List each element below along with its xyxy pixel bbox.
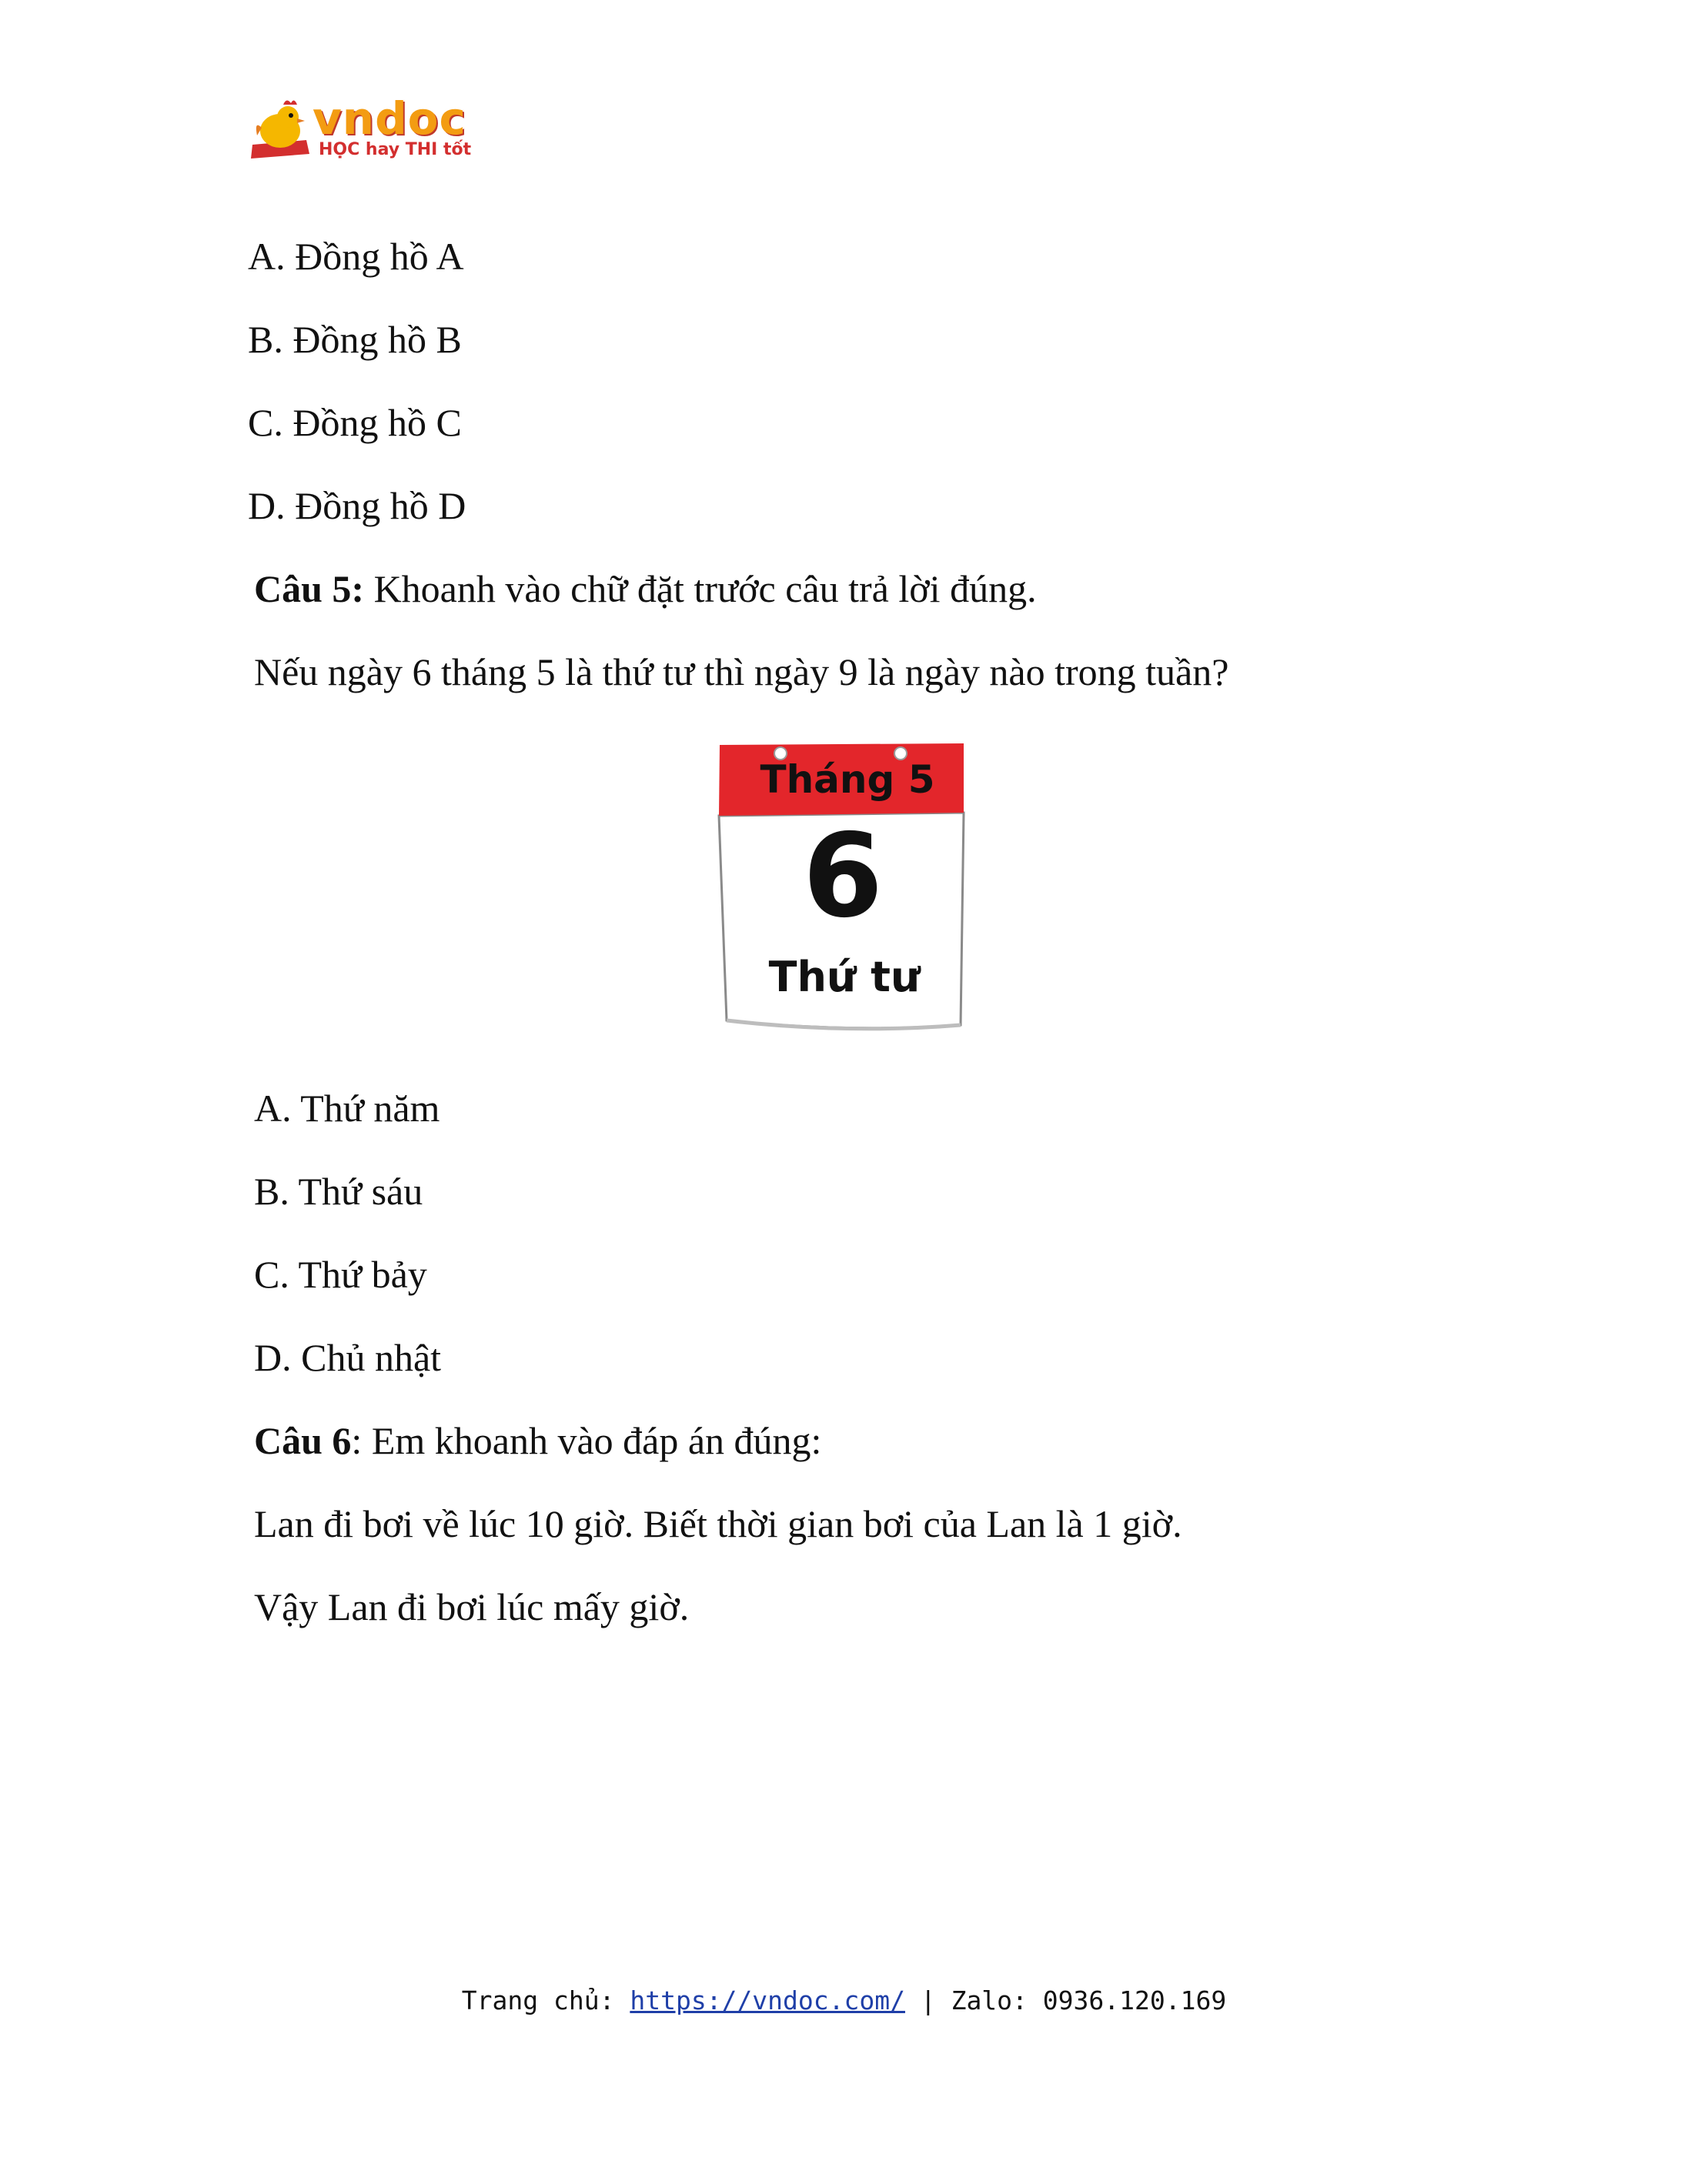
q6-heading [254,1418,821,1464]
footer-prefix: Trang chủ: [461,1985,630,2015]
logo-tagline: HỌC hay THI tốt [319,140,472,159]
chicken-mascot-icon [248,97,311,162]
q5-label: Câu 5: [254,567,365,610]
page-footer [0,1985,1688,2015]
q5-heading [254,566,1037,612]
q4-option-a: A. Đồng hồ A [248,235,464,278]
q4-option-c: C. Đồng hồ C [248,401,462,444]
homepage-link[interactable]: https://vndoc.com/ [630,1985,905,2015]
q5-instruction: Khoanh vào chữ đặt trước câu trả lời đúng. [364,567,1037,610]
q5-option-a: A. Thứ năm [254,1087,440,1130]
q6-line-1: Lan đi bơi về lúc 10 giờ. Biết thời gian bơi của Lan là 1 giờ. [254,1502,1182,1545]
calendar-month: Tháng 5 [760,757,935,802]
q6-label: Câu 6 [254,1419,352,1462]
q5-question: Nếu ngày 6 tháng 5 là thứ tư thì ngày 9 là ngày nào trong tuần? [254,650,1229,693]
vndoc-logo [248,92,472,163]
q5-option-d: D. Chủ nhật [254,1336,442,1379]
footer-contact: | Zalo: 0936.120.169 [904,1985,1227,2015]
calendar-weekday: Thứ tư [768,953,921,1001]
q4-option-b: B. Đồng hồ B [248,318,462,361]
q4-option-d: D. Đồng hồ D [248,484,466,527]
logo-wordmark: vndoc [313,92,466,145]
q5-option-c: C. Thứ bảy [254,1253,427,1296]
calendar-day: 6 [802,810,884,943]
q6-line-2: Vậy Lan đi bơi lúc mấy giờ. [254,1585,690,1628]
q5-option-b: B. Thứ sáu [254,1170,423,1213]
calendar-illustration [716,739,970,1035]
q6-instruction: : Em khoanh vào đáp án đúng: [351,1419,822,1462]
